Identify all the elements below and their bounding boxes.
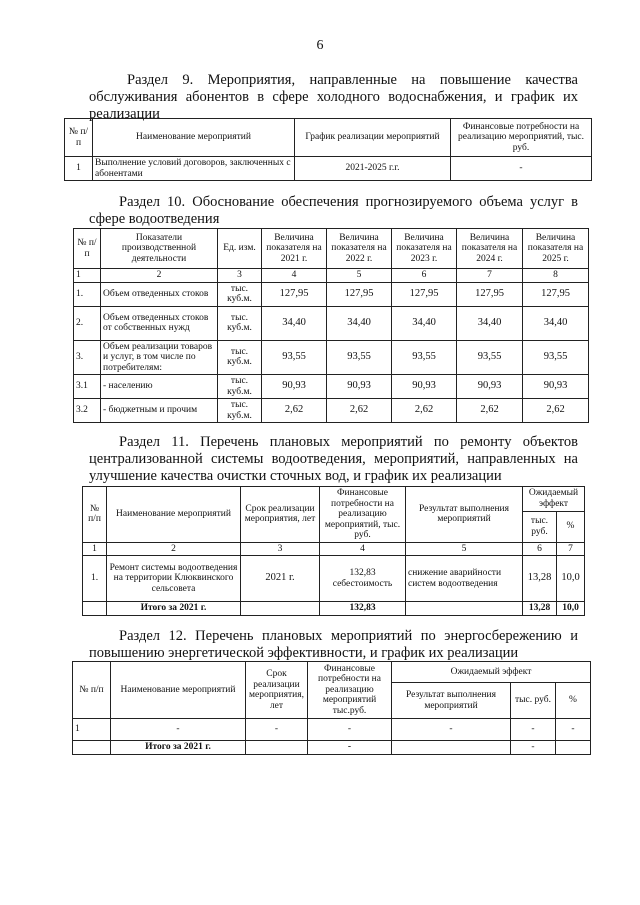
s9-cell: Выполнение условий договоров, заключенных с абонентами: [93, 157, 295, 181]
s11-cell: 10,0: [557, 556, 585, 602]
section11-table: [82, 486, 585, 616]
s10-cell: 34,40: [457, 306, 523, 340]
s10-cell: 1.: [74, 282, 101, 306]
s12-header-effect-pct: %: [556, 683, 591, 719]
s10-cell: 90,93: [262, 375, 327, 399]
page-number: 6: [316, 38, 324, 53]
s12-cell: -: [308, 719, 392, 741]
s12-cell: 1: [73, 719, 111, 741]
s11-cell: [241, 602, 320, 616]
s10-cell: 90,93: [457, 375, 523, 399]
s10-header: Величина показателя на 2023 г.: [392, 229, 457, 269]
s12-cell: -: [111, 719, 246, 741]
s12-header-num: № п/п: [73, 662, 111, 719]
s10-cell: 93,55: [262, 340, 327, 375]
s12-header-effect: Ожидаемый эффект: [392, 662, 591, 683]
s11-header-num: № п/п: [83, 487, 107, 543]
s9-header-schedule: График реализации мероприятий: [295, 119, 451, 157]
section10-table: [73, 228, 589, 423]
s10-cell: 34,40: [262, 306, 327, 340]
table-row: [73, 719, 591, 741]
s10-cell: 90,93: [523, 375, 589, 399]
s10-cell: тыс. куб.м.: [218, 375, 262, 399]
s10-cell: 2.: [74, 306, 101, 340]
s10-colnum: 6: [392, 269, 457, 283]
s10-cell: 90,93: [327, 375, 392, 399]
s12-header-result: Результат выполнения мероприятий: [392, 683, 511, 719]
s12-cell: -: [511, 719, 556, 741]
s12-total-rub: -: [511, 741, 556, 755]
s11-cell: 2021 г.: [241, 556, 320, 602]
s10-cell: тыс. куб.м.: [218, 340, 262, 375]
s11-header-finance: Финансовые потребности на реализацию мероприятий, тыс. руб.: [320, 487, 406, 543]
section10-heading: Раздел 10. Обоснование обеспечения прогнозируемого объема услуг в сфере водоотведения: [89, 194, 578, 227]
s10-header: № п/п: [74, 229, 101, 269]
s12-cell: -: [392, 719, 511, 741]
s11-cell: 1.: [83, 556, 107, 602]
s10-cell: Объем отведенных стоков: [101, 282, 218, 306]
s10-cell: тыс. куб.м.: [218, 306, 262, 340]
s11-total-label: Итого за 2021 г.: [107, 602, 241, 616]
s10-cell: тыс. куб.м.: [218, 282, 262, 306]
s11-cell: 132,83 себестоимость: [320, 556, 406, 602]
s10-header: Ед. изм.: [218, 229, 262, 269]
table-row: [74, 306, 589, 340]
s10-colnum: 8: [523, 269, 589, 283]
s10-cell: 34,40: [392, 306, 457, 340]
s9-cell: -: [451, 157, 592, 181]
s11-cell: 13,28: [523, 556, 557, 602]
s10-cell: 34,40: [327, 306, 392, 340]
s11-colnum: 2: [107, 542, 241, 556]
table-row-total: [83, 602, 585, 616]
s12-header-effect-rub: тыс. руб.: [511, 683, 556, 719]
s12-header-finance: Финансовые потребности на реализацию мероприятий тыс.руб.: [308, 662, 392, 719]
s10-colnum: 4: [262, 269, 327, 283]
s10-cell: 127,95: [327, 282, 392, 306]
s12-header-name: Наименование мероприятий: [111, 662, 246, 719]
s10-cell: Объем отведенных стоков от собственных нужд: [101, 306, 218, 340]
section11-heading: Раздел 11. Перечень плановых мероприятий по ремонту объектов централизованной системы водоотведения, мероприятий, направленных на улучшение качества очистки сточных вод, и график их реализации: [89, 434, 578, 484]
s9-cell: 1: [65, 157, 93, 181]
s10-cell: - населению: [101, 375, 218, 399]
table-row: [83, 556, 585, 602]
table-row: [74, 340, 589, 375]
s9-header-finance: Финансовые потребности на реализацию мероприятий, тыс. руб.: [451, 119, 592, 157]
s10-header: Величина показателя на 2025 г.: [523, 229, 589, 269]
s10-cell: 2,62: [523, 399, 589, 423]
s11-header-effect: Ожидаемый эффект: [523, 487, 585, 512]
section9-heading: Раздел 9. Мероприятия, направленные на повышение качества обслуживания абонентов в сфере холодного водоснабжения, и график их реализации: [89, 72, 578, 122]
s12-cell: -: [556, 719, 591, 741]
s12-cell: [556, 741, 591, 755]
s12-header-term: Срок реализации мероприятия, лет: [246, 662, 308, 719]
s10-cell: - бюджетным и прочим: [101, 399, 218, 423]
s10-header: Величина показателя на 2024 г.: [457, 229, 523, 269]
s11-cell: [406, 602, 523, 616]
s9-cell: 2021-2025 г.г.: [295, 157, 451, 181]
table-row-total: [73, 741, 591, 755]
s10-cell: 127,95: [392, 282, 457, 306]
s11-cell: [83, 602, 107, 616]
s10-cell: 90,93: [392, 375, 457, 399]
s10-cell: 127,95: [523, 282, 589, 306]
s10-cell: 127,95: [262, 282, 327, 306]
s10-colnum: 1: [74, 269, 101, 283]
s12-cell: -: [246, 719, 308, 741]
s12-cell: [246, 741, 308, 755]
s10-cell: Объем реализации товаров и услуг, в том числе по потребителям:: [101, 340, 218, 375]
s11-colnum: 3: [241, 542, 320, 556]
s11-colnum: 1: [83, 542, 107, 556]
s10-cell: 127,95: [457, 282, 523, 306]
section12-heading: Раздел 12. Перечень плановых мероприятий по энергосбережению и повышению энергетической эффективности, и график их реализации: [89, 628, 578, 661]
s11-header-result: Результат выполнения мероприятий: [406, 487, 523, 543]
s10-cell: 34,40: [523, 306, 589, 340]
s12-cell: [392, 741, 511, 755]
table-row: [74, 375, 589, 399]
section9-table: [64, 118, 592, 181]
s10-cell: тыс. куб.м.: [218, 399, 262, 423]
table-row: [74, 399, 589, 423]
s9-header-num: № п/п: [65, 119, 93, 157]
s10-colnum: 2: [101, 269, 218, 283]
s10-cell: 2,62: [262, 399, 327, 423]
s11-header-effect-rub: тыс. руб.: [523, 511, 557, 542]
s12-total-finance: -: [308, 741, 392, 755]
s11-header-effect-pct: %: [557, 511, 585, 542]
section12-table: [72, 661, 591, 755]
s10-header: Величина показателя на 2021 г.: [262, 229, 327, 269]
s10-cell: 2,62: [392, 399, 457, 423]
s10-cell: 3.: [74, 340, 101, 375]
s10-cell: 93,55: [392, 340, 457, 375]
s11-cell: Ремонт системы водоотведения на территории Клюквинского сельсовета: [107, 556, 241, 602]
s10-header: Величина показателя на 2022 г.: [327, 229, 392, 269]
s11-colnum: 6: [523, 542, 557, 556]
s10-cell: 2,62: [327, 399, 392, 423]
s10-cell: 2,62: [457, 399, 523, 423]
s12-total-label: Итого за 2021 г.: [111, 741, 246, 755]
table-row: [74, 282, 589, 306]
s10-cell: 3.1: [74, 375, 101, 399]
s10-cell: 93,55: [457, 340, 523, 375]
s11-colnum: 4: [320, 542, 406, 556]
s11-total-pct: 10,0: [557, 602, 585, 616]
s11-colnum: 5: [406, 542, 523, 556]
s10-colnum: 3: [218, 269, 262, 283]
s10-cell: 93,55: [523, 340, 589, 375]
s10-cell: 93,55: [327, 340, 392, 375]
s12-cell: [73, 741, 111, 755]
s9-header-name: Наименование мероприятий: [93, 119, 295, 157]
s11-header-term: Срок реализации мероприятия, лет: [241, 487, 320, 543]
s10-colnum: 5: [327, 269, 392, 283]
s11-colnum: 7: [557, 542, 585, 556]
s11-cell: снижение аварийности систем водоотведения: [406, 556, 523, 602]
s10-colnum: 7: [457, 269, 523, 283]
s11-total-rub: 13,28: [523, 602, 557, 616]
s10-header: Показатели производственной деятельности: [101, 229, 218, 269]
s11-total-finance: 132,83: [320, 602, 406, 616]
s11-header-name: Наименование мероприятий: [107, 487, 241, 543]
s10-cell: 3.2: [74, 399, 101, 423]
